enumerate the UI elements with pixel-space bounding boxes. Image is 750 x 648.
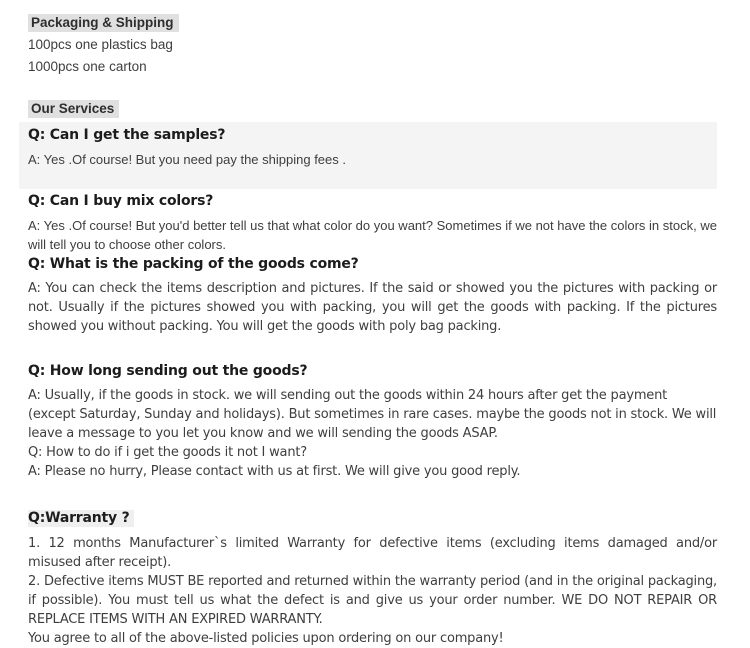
section-packaging-shipping <box>28 14 717 76</box>
warranty-term: 2. Defective items MUST BE reported and returned within the warranty period (and in the original packaging, if possible). You must tell us what the defect is and give us your order number. WE DO NOT REPAIR OR REPLACE ITEMS WITH AN EXPIRED WARRANTY. <box>28 574 717 627</box>
faq-answer: A: Yes .Of course! But you'd better tell us that what color do you want? Sometimes if we not have the colors in stock, we will tell you to choose other colors. <box>28 218 717 252</box>
packaging-shipping-title: Packaging & Shipping <box>28 14 179 32</box>
our-services-title: Our Services <box>28 100 119 118</box>
packaging-line: 1000pcs one carton <box>28 59 147 74</box>
faq-question: Q:Warranty ? <box>28 510 134 527</box>
section-our-services <box>28 100 717 118</box>
faq-answer: A: Yes .Of course! But you need pay the shipping fees . <box>28 152 346 167</box>
faq-block <box>28 364 717 481</box>
faq-sub-question: Q: How to do if i get the goods it not I want? <box>28 445 307 460</box>
faq-question: Q: Can I get the samples? <box>28 127 226 143</box>
faq-question: Q: What is the packing of the goods come? <box>28 256 359 272</box>
faq-answer: A: You can check the items description and pictures. If the said or showed you the pictures with packing or not. Usually if the pictures showed you with packing, you will get the goods with packing. If the pictures showed you without packing. You will get the goods with poly bag packing. <box>28 281 717 334</box>
faq-answer: A: Usually, if the goods in stock. we will sending out the goods within 24 hours after get the payment (except Saturday, Sunday and holidays). But sometimes in rare cases. maybe the goods not in stock. We will leave a message to you let you know and we will sending the goods ASAP. <box>28 388 717 441</box>
faq-block <box>28 257 717 336</box>
faq-block <box>28 194 717 254</box>
faq-question: Q: How long sending out the goods? <box>28 363 308 379</box>
policy-agreement-note: You agree to all of the above-listed policies upon ordering on our company! <box>28 631 504 646</box>
faq-highlight-panel <box>19 122 717 189</box>
packaging-line: 100pcs one plastics bag <box>28 37 173 52</box>
faq-question: Q: Can I buy mix colors? <box>28 193 214 209</box>
warranty-term: 1. 12 months Manufacturer`s limited Warranty for defective items (excluding items damaged and/or misused after receipt). <box>28 536 717 570</box>
faq-block-warranty <box>28 509 717 648</box>
faq-answer: A: Please no hurry, Please contact with us at first. We will give you good reply. <box>28 464 521 479</box>
